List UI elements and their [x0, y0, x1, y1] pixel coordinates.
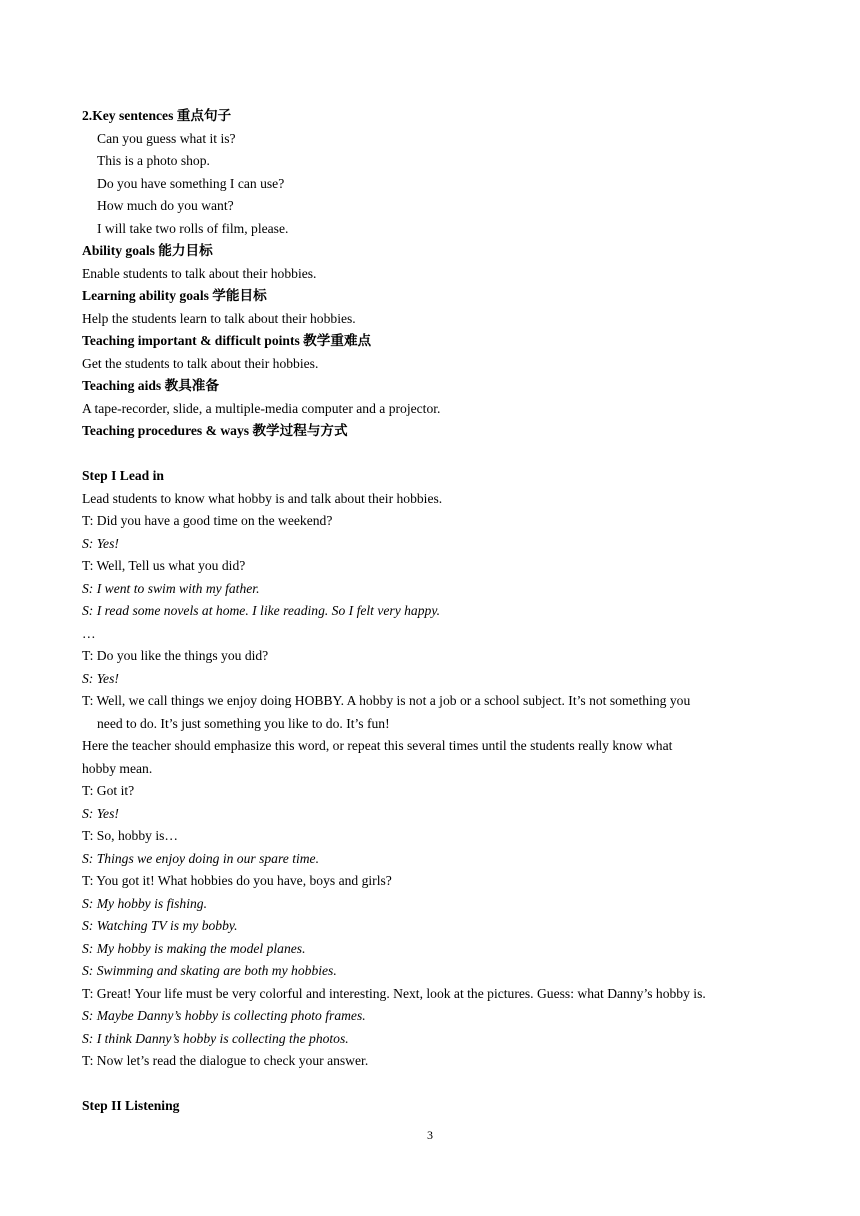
student-line: S: My hobby is making the model planes. — [82, 940, 306, 956]
student-line: S: Yes! — [82, 535, 119, 551]
key-sentences-heading: 2.Key sentences 重点句子 — [82, 108, 232, 123]
ability-goals-heading: Ability goals 能力目标 — [82, 243, 213, 258]
key-sentence: I will take two rolls of film, please. — [97, 220, 289, 236]
teacher-line: T: Well, Tell us what you did? — [82, 558, 246, 573]
teacher-line: T: Got it? — [82, 783, 135, 798]
student-line: S: Swimming and skating are both my hobbies. — [82, 963, 337, 978]
blank-line — [82, 1073, 802, 1096]
step2-heading: Step II Listening — [82, 1098, 180, 1113]
dialogue-line: Lead students to know what hobby is and talk about their hobbies. — [82, 490, 443, 506]
student-line: S: Things we enjoy doing in our spare time. — [82, 850, 319, 866]
learning-goals-text: Help the students learn to talk about their hobbies. — [82, 310, 356, 326]
student-line: S: Maybe Danny’s hobby is collecting photo frames. — [82, 1008, 366, 1023]
student-line: S: Yes! — [82, 805, 119, 821]
student-line: S: I read some novels at home. I like reading. So I felt very happy. — [82, 603, 440, 618]
key-sentence: This is a photo shop. — [97, 153, 210, 168]
teacher-line: T: So, hobby is… — [82, 828, 178, 843]
note-line-continued: hobby mean. — [82, 760, 153, 776]
teaching-aids-text: A tape-recorder, slide, a multiple-media computer and a projector. — [82, 400, 441, 416]
learning-goals-heading: Learning ability goals 学能目标 — [82, 288, 267, 303]
teacher-line: T: Now let’s read the dialogue to check your answer. — [82, 1053, 369, 1068]
teacher-line: T: You got it! What hobbies do you have, boys and girls? — [82, 873, 392, 888]
important-points-text: Get the students to talk about their hobbies. — [82, 355, 319, 371]
teacher-line: T: Do you like the things you did? — [82, 648, 269, 663]
student-line: S: I think Danny’s hobby is collecting the photos. — [82, 1030, 349, 1046]
note-line: Here the teacher should emphasize this word, or repeat this several times until the students really know what — [82, 738, 673, 753]
key-sentence: How much do you want? — [97, 198, 234, 213]
step1-heading: Step I Lead in — [82, 468, 164, 483]
important-points-heading: Teaching important & difficult points 教学重难点 — [82, 333, 372, 348]
ellipsis-line: … — [82, 625, 96, 641]
document-body — [82, 105, 802, 1118]
student-line: S: Yes! — [82, 670, 119, 686]
teacher-line-continued: need to do. It’s just something you like to do. It’s fun! — [97, 715, 390, 731]
teacher-line: T: Well, we call things we enjoy doing HOBBY. A hobby is not a job or a school subject. It’s not something you — [82, 693, 691, 708]
student-line: S: Watching TV is my bobby. — [82, 918, 238, 933]
teaching-aids-heading: Teaching aids 教具准备 — [82, 378, 219, 393]
ability-goals-text: Enable students to talk about their hobbies. — [82, 265, 317, 281]
student-line: S: My hobby is fishing. — [82, 895, 207, 911]
blank-line — [82, 443, 802, 466]
teacher-line: T: Did you have a good time on the weekend? — [82, 513, 333, 528]
student-line: S: I went to swim with my father. — [82, 580, 260, 596]
key-sentence: Do you have something I can use? — [97, 175, 285, 191]
page-number: 3 — [427, 1128, 433, 1142]
teacher-line: T: Great! Your life must be very colorful and interesting. Next, look at the pictures. Guess: what Danny’s hobby is. — [82, 985, 706, 1001]
key-sentence: Can you guess what it is? — [97, 130, 236, 146]
procedures-heading: Teaching procedures & ways 教学过程与方式 — [82, 423, 348, 438]
